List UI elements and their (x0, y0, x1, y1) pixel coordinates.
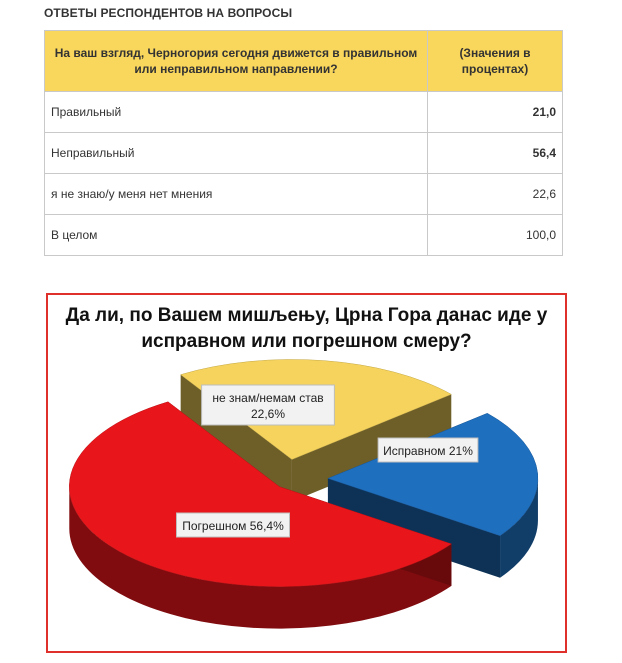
row-label: В целом (45, 215, 428, 256)
slice-label-text: 22,6% (250, 407, 286, 421)
row-value: 22,6 (428, 174, 563, 215)
slice-label-text: не знам/немам став (212, 391, 324, 405)
section-title: ОТВЕТЫ РЕСПОНДЕНТОВ НА ВОПРОСЫ (44, 6, 293, 20)
slice-label (378, 438, 478, 462)
table-header-row (45, 31, 563, 92)
table-row (45, 92, 563, 133)
row-label: я не знаю/у меня нет мнения (45, 174, 428, 215)
slice-label (202, 385, 335, 425)
header-unit: (Значения в процентах) (428, 31, 563, 92)
slice-label-text: Погрешном 56,4% (182, 519, 284, 533)
slice-label (177, 513, 290, 537)
chart-title: Да ли, по Вашем мишљењу, Црна Гора данас иде у исправном или погрешном смеру? (65, 305, 548, 352)
row-label: Правильный (45, 92, 428, 133)
row-value: 100,0 (428, 215, 563, 256)
table-row (45, 133, 563, 174)
table-row (45, 215, 563, 256)
row-value: 56,4 (428, 133, 563, 174)
header-question: На ваш взгляд, Черногория сегодня движется в правильном или неправильном направлении? (45, 31, 428, 92)
results-table (44, 30, 563, 256)
slice-label-text: Исправном 21% (383, 444, 473, 458)
row-value: 21,0 (428, 92, 563, 133)
chart-frame (46, 293, 567, 653)
pie-chart (48, 295, 565, 651)
row-label: Неправильный (45, 133, 428, 174)
table-row (45, 174, 563, 215)
